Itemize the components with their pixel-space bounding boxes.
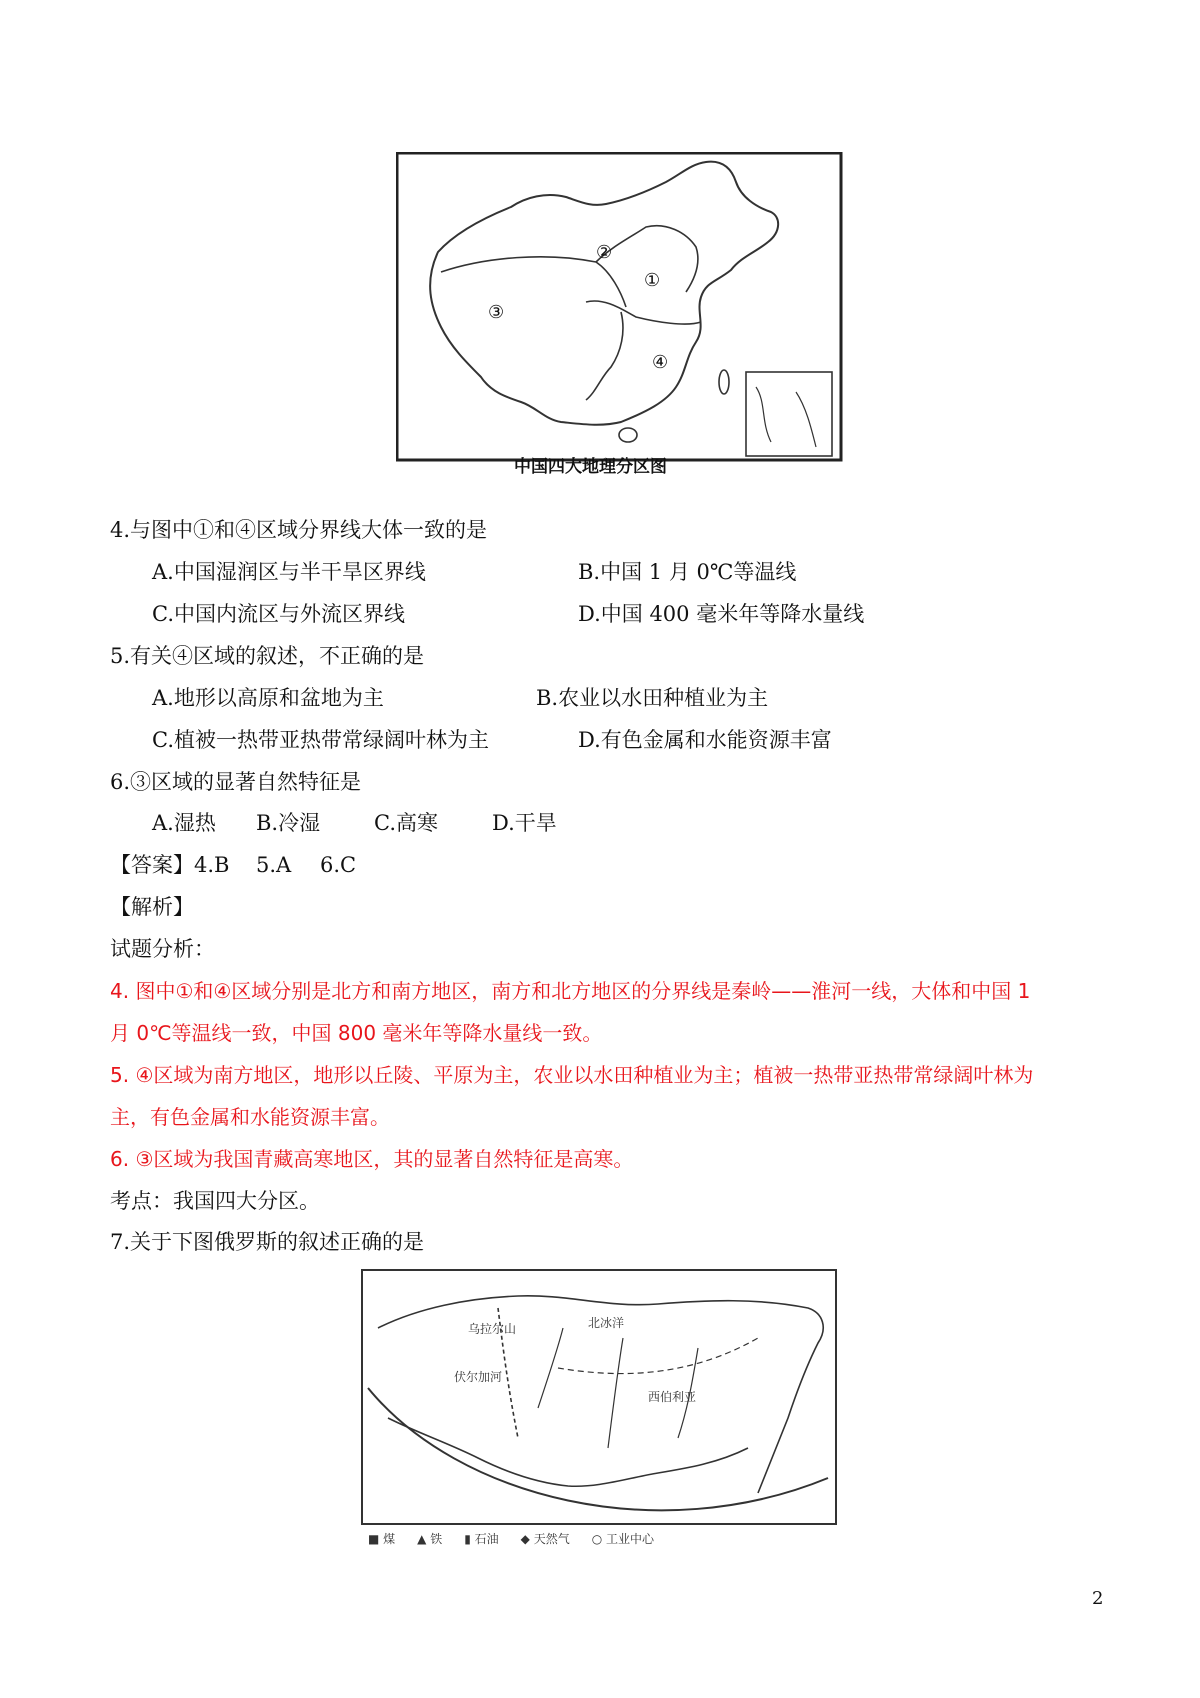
q6-option-b: B.冷湿 (256, 811, 321, 835)
figure1-caption: 中国四大地理分区图 (514, 457, 667, 477)
q5-option-c: C.植被一热带亚热带常绿阔叶林为主 (152, 728, 489, 752)
legend-iron: ▲ 铁 (417, 1532, 443, 1546)
analysis-item-4-line2: 月 0℃等温线一致，中国 800 毫米年等降水量线一致。 (110, 1021, 603, 1045)
legend-industry: ○ 工业中心 (591, 1532, 655, 1546)
legend-gas: ◆ 天然气 (520, 1532, 570, 1546)
analysis-intro: 试题分析： (110, 937, 215, 961)
russia-map-svg (358, 1268, 846, 1550)
page-number: 2 (1092, 1588, 1104, 1609)
legend-oil-label: 石油 (474, 1532, 499, 1546)
q4-option-a: A.中国湿润区与半干旱区界线 (152, 560, 426, 584)
region-4-marker: ④ (652, 352, 669, 373)
russia-map-legend (368, 1530, 654, 1547)
answer-6: 6.C (320, 853, 357, 877)
analysis-item-5-line2: 主，有色金属和水能资源丰富。 (110, 1105, 390, 1129)
q4-stem: 4.与图中①和④区域分界线大体一致的是 (110, 518, 488, 542)
answer-label: 【答案】 (110, 853, 194, 877)
region-3-marker: ③ (488, 302, 505, 323)
label-siberia: 西伯利亚 (648, 1390, 697, 1404)
q5-option-b: B.农业以水田种植业为主 (536, 686, 769, 710)
answer-4: 4.B (194, 853, 230, 877)
q5-stem: 5.有关④区域的叙述，不正确的是 (110, 644, 425, 668)
analysis-item-4-line1: 4. 图中①和④区域分别是北方和南方地区，南方和北方地区的分界线是秦岭——淮河一线，大体和中国 1 (110, 979, 1031, 1003)
q4-option-c: C.中国内流区与外流区界线 (152, 602, 405, 626)
answer-5: 5.A (256, 853, 292, 877)
analysis-point: 考点：我国四大分区。 (110, 1189, 320, 1213)
legend-oil: ▮ 石油 (464, 1532, 499, 1546)
q5-option-d: D.有色金属和水能资源丰富 (578, 728, 832, 752)
label-volga: 伏尔加河 (454, 1370, 503, 1384)
q6-option-d: D.干旱 (492, 811, 557, 835)
china-map-svg (396, 152, 844, 476)
q6-option-c: C.高寒 (374, 811, 438, 835)
q7-stem: 7.关于下图俄罗斯的叙述正确的是 (110, 1230, 425, 1254)
label-ural: 乌拉尔山 (468, 1322, 517, 1336)
china-regions-map (396, 152, 844, 476)
legend-gas-label: 天然气 (533, 1532, 570, 1546)
analysis-item-6: 6. ③区域为我国青藏高寒地区，其的显著自然特征是高寒。 (110, 1147, 634, 1171)
q6-stem: 6.③区域的显著自然特征是 (110, 770, 362, 794)
region-2-marker: ② (596, 242, 613, 263)
legend-coal: ■ 煤 (368, 1532, 396, 1546)
q4-option-b: B.中国 1 月 0℃等温线 (578, 560, 797, 584)
region-1-marker: ① (644, 270, 661, 291)
legend-industry-label: 工业中心 (606, 1532, 655, 1546)
label-arctic-ocean: 北冰洋 (588, 1316, 625, 1330)
q4-option-d: D.中国 400 毫米年等降水量线 (578, 602, 865, 626)
analysis-label: 【解析】 (110, 895, 194, 919)
analysis-item-5-line1: 5. ④区域为南方地区，地形以丘陵、平原为主，农业以水田种植业为主；植被一热带亚热带常绿阔叶林为 (110, 1063, 1034, 1087)
legend-iron-label: 铁 (430, 1532, 443, 1546)
legend-coal-label: 煤 (383, 1532, 396, 1546)
russia-map (358, 1268, 846, 1550)
q6-option-a: A.湿热 (152, 811, 216, 835)
q5-option-a: A.地形以高原和盆地为主 (152, 686, 384, 710)
